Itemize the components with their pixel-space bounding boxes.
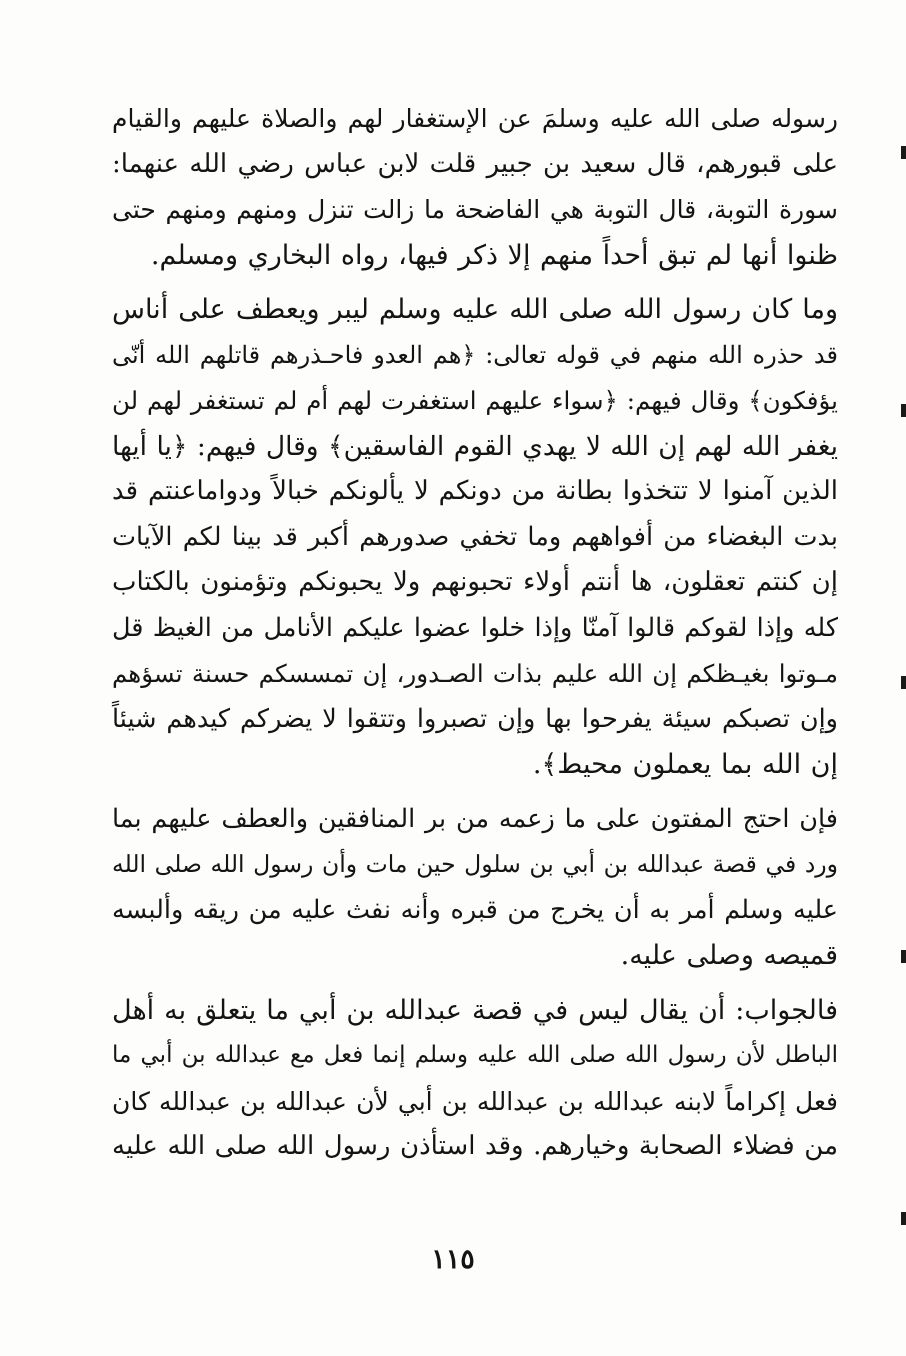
text-line: فالجواب: أن يقال ليس في قصة عبدالله بن أبي ما يتعلق به أهل — [112, 994, 838, 1026]
text-line: ورد في قصة عبدالله بن أبي بن سلول حين مات وأن رسول الله صلى الله — [112, 850, 838, 878]
text-line: وما كان رسول الله صلى الله عليه وسلم ليبر ويعطف على أناس — [112, 294, 838, 325]
text-line: من فضلاء الصحابة وخيارهم. وقد استأذن رسول الله صلى الله عليه — [112, 1131, 838, 1161]
paragraph-4 — [112, 988, 838, 1170]
text-line: كله وإذا لقوكم قالوا آمنّا وإذا خلوا عضوا عليكم الأنامل من الغيظ قل — [112, 612, 838, 643]
scan-margin-mark — [901, 950, 906, 963]
text-line: الباطل لأن رسول الله صلى الله عليه وسلم إنما فعل مع عبدالله بن أبي ما — [112, 1042, 838, 1068]
scan-margin-mark — [901, 676, 906, 689]
text-line: ظنوا أنها لم تبق أحداً منهم إلا ذكر فيها، رواه البخاري ومسلم. — [150, 239, 838, 271]
text-line: الذين آمنوا لا تتخذوا بطانة من دونكم لا يألونكم خبالاً ودواماعنتم قد — [112, 476, 838, 506]
text-line: سورة التوبة، قال التوبة هي الفاضحة ما زالت تنزل ومنهم ومنهم حتى — [112, 195, 838, 224]
text-line: إن الله بما يعملون محيط﴾. — [532, 749, 838, 780]
page-number: ١١٥ — [431, 1244, 475, 1275]
paragraph-1 — [112, 96, 838, 278]
text-line: يغفر الله لهم إن الله لا يهدي القوم الفاسقين﴾ وقال فيهم: ﴿يا أيها — [112, 430, 838, 462]
text-line: مـوتوا بغيـظكم إن الله عليم بذات الصـدور، إن تمسسكم حسنة تسؤهم — [112, 659, 838, 688]
text-line: إن كنتم تعقلون، ها أنتم أولاء تحبونهم ولا يحبونكم وتؤمنون بالكتاب — [112, 567, 838, 597]
text-line: يؤفكون﴾ وقال فيهم: ﴿سواء عليهم استغفرت لهم أم لم تستغفر لهم لن — [112, 386, 838, 415]
text-line: قميصه وصلى عليه. — [620, 940, 838, 971]
text-line: قد حذره الله منهم في قوله تعالى: ﴿هم العدو فاحـذرهم قاتلهم الله أنّى — [112, 340, 838, 369]
text-line: رسوله صلى الله عليه وسلمَ عن الإستغفار لهم والصلاة عليهم والقيام — [112, 104, 838, 133]
paragraph-2 — [112, 287, 838, 788]
text-line: وإن تصبكم سيئة يفرحوا بها وإن تصبروا وتتقوا لا يضركم كيدهم شيئاً — [112, 703, 838, 734]
text-line: عليه وسلم أمر به أن يخرج من قبره وأنه نفث عليه من ريقه وألبسه — [112, 894, 838, 925]
paragraph-3 — [112, 797, 838, 979]
text-line: على قبورهم، قال سعيد بن جبير قلت لابن عباس رضي الله عنهما: — [112, 148, 838, 179]
scan-margin-mark — [901, 1212, 906, 1225]
text-line: فإن احتج المفتون على ما زعمه من بر المنافقين والعطف عليهم بما — [112, 803, 838, 834]
page-body — [112, 96, 838, 1170]
text-line: فعل إكراماً لابنه عبدالله بن عبدالله بن أبي لأن عبدالله بن عبدالله كان — [112, 1086, 838, 1116]
scan-margin-mark — [901, 404, 906, 417]
text-line: بدت البغضاء من أفواههم وما تخفي صدورهم أكبر قد بينا لكم الآيات — [112, 521, 838, 552]
scan-margin-mark — [901, 146, 906, 159]
